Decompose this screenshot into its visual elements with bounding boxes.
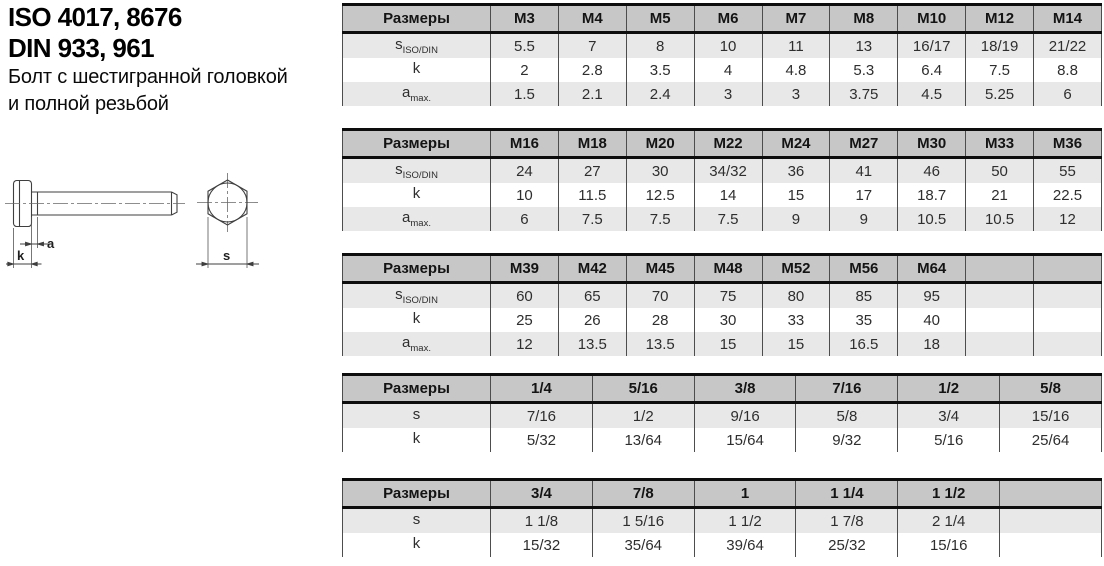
value-cell	[1000, 533, 1102, 557]
value-cell	[1000, 508, 1102, 534]
value-cell: 8	[626, 33, 694, 59]
value-cell: 10	[694, 33, 762, 59]
value-cell: 41	[830, 158, 898, 184]
dim-label-s: s	[223, 248, 231, 263]
value-cell: 17	[830, 183, 898, 207]
row-label-sub: max.	[410, 343, 431, 354]
value-cell: 7.5	[694, 207, 762, 231]
value-cell: 4.8	[762, 58, 830, 82]
value-cell: 15	[762, 332, 830, 356]
subtitle-line-2: и полной резьбой	[8, 93, 169, 115]
value-cell: 13/64	[592, 428, 694, 452]
value-cell: 25	[491, 308, 559, 332]
column-header: M24	[762, 130, 830, 158]
value-cell: 4.5	[898, 82, 966, 106]
value-cell: 1 1/8	[491, 508, 593, 534]
row-label-sub: ISO/DIN	[402, 170, 438, 181]
row-label-sub: max.	[410, 218, 431, 229]
value-cell: 10.5	[898, 207, 966, 231]
row-label-cell	[343, 82, 491, 106]
value-cell: 2 1/4	[898, 508, 1000, 534]
value-cell: 39/64	[694, 533, 796, 557]
column-header: M8	[830, 5, 898, 33]
column-header: 3/4	[491, 480, 593, 508]
value-cell: 2.8	[558, 58, 626, 82]
column-header: 1/2	[898, 375, 1000, 403]
title-block	[8, 2, 288, 118]
value-cell: 12	[491, 332, 559, 356]
column-header: M6	[694, 5, 762, 33]
value-cell: 30	[694, 308, 762, 332]
value-cell: 5.3	[830, 58, 898, 82]
value-cell: 1 1/2	[694, 508, 796, 534]
row-label-cell	[343, 207, 491, 231]
value-cell: 21	[966, 183, 1034, 207]
column-header	[966, 255, 1034, 283]
value-cell: 15/32	[491, 533, 593, 557]
table-row	[343, 428, 1102, 452]
size-header-cell: Размеры	[343, 375, 491, 403]
row-label-cell	[343, 33, 491, 59]
column-header: M64	[898, 255, 966, 283]
title-din: DIN 933, 961	[8, 33, 155, 63]
value-cell: 1 7/8	[796, 508, 898, 534]
dim-label-k: k	[17, 248, 25, 263]
value-cell: 3.5	[626, 58, 694, 82]
value-cell	[966, 308, 1034, 332]
bolt-diagram	[0, 160, 290, 294]
value-cell: 6	[1034, 82, 1102, 106]
row-label: s	[412, 406, 421, 423]
value-cell: 55	[1034, 158, 1102, 184]
size-header-cell: Размеры	[343, 255, 491, 283]
table-header-row	[343, 5, 1102, 33]
arrowhead	[247, 262, 253, 266]
row-label: a	[402, 84, 411, 101]
value-cell: 21/22	[1034, 33, 1102, 59]
column-header: M56	[830, 255, 898, 283]
arrowhead	[202, 262, 208, 266]
column-header: M22	[694, 130, 762, 158]
column-header: M5	[626, 5, 694, 33]
value-cell: 5.5	[491, 33, 559, 59]
table-row	[343, 33, 1102, 59]
value-cell: 15/16	[1000, 403, 1102, 429]
column-header: M16	[491, 130, 559, 158]
value-cell: 14	[694, 183, 762, 207]
column-header: M10	[898, 5, 966, 33]
value-cell: 16/17	[898, 33, 966, 59]
centerlines	[5, 173, 258, 232]
dimension-table-3	[342, 253, 1102, 356]
value-cell: 16.5	[830, 332, 898, 356]
tables-area	[342, 3, 1104, 566]
value-cell: 15/64	[694, 428, 796, 452]
value-cell: 80	[762, 283, 830, 309]
dimension-lines	[6, 242, 259, 266]
title-iso: ISO 4017, 8676	[8, 2, 182, 32]
value-cell	[1034, 283, 1102, 309]
value-cell: 30	[626, 158, 694, 184]
value-cell: 35	[830, 308, 898, 332]
value-cell: 9	[762, 207, 830, 231]
column-header: M45	[626, 255, 694, 283]
column-header: 1/4	[491, 375, 593, 403]
column-header: 7/16	[796, 375, 898, 403]
value-cell: 27	[558, 158, 626, 184]
dim-label-a: a	[47, 236, 55, 251]
value-cell: 36	[762, 158, 830, 184]
table-row	[343, 283, 1102, 309]
value-cell	[1034, 308, 1102, 332]
value-cell: 65	[558, 283, 626, 309]
row-label-cell	[343, 308, 491, 332]
row-label: k	[412, 60, 421, 77]
value-cell: 3.75	[830, 82, 898, 106]
row-label-cell	[343, 283, 491, 309]
column-header: M20	[626, 130, 694, 158]
table-row	[343, 403, 1102, 429]
value-cell: 4	[694, 58, 762, 82]
table-row	[343, 158, 1102, 184]
row-label-cell	[343, 508, 491, 534]
table-row	[343, 332, 1102, 356]
value-cell: 33	[762, 308, 830, 332]
row-label: s	[395, 286, 403, 303]
value-cell: 6.4	[898, 58, 966, 82]
value-cell: 5/16	[898, 428, 1000, 452]
value-cell: 12.5	[626, 183, 694, 207]
row-label: a	[402, 334, 411, 351]
value-cell: 11.5	[558, 183, 626, 207]
row-label: a	[402, 209, 411, 226]
value-cell: 7	[558, 33, 626, 59]
size-header-cell: Размеры	[343, 480, 491, 508]
subtitle-line-1: Болт с шестигранной головкой	[8, 66, 288, 88]
column-header: 5/8	[1000, 375, 1102, 403]
column-header	[1034, 255, 1102, 283]
arrowhead	[26, 242, 32, 246]
column-header: M48	[694, 255, 762, 283]
table-row	[343, 58, 1102, 82]
row-label-cell	[343, 183, 491, 207]
value-cell: 10.5	[966, 207, 1034, 231]
value-cell: 1.5	[491, 82, 559, 106]
table-row	[343, 183, 1102, 207]
value-cell: 26	[558, 308, 626, 332]
table-header-row	[343, 480, 1102, 508]
value-cell: 2.1	[558, 82, 626, 106]
table-row	[343, 82, 1102, 106]
row-label-sub: ISO/DIN	[402, 295, 438, 306]
row-label-cell	[343, 403, 491, 429]
value-cell: 5/8	[796, 403, 898, 429]
value-cell: 10	[491, 183, 559, 207]
table-row	[343, 207, 1102, 231]
value-cell: 22.5	[1034, 183, 1102, 207]
value-cell: 25/64	[1000, 428, 1102, 452]
column-header: M39	[491, 255, 559, 283]
value-cell	[1034, 332, 1102, 356]
value-cell: 7.5	[966, 58, 1034, 82]
column-header: 1 1/4	[796, 480, 898, 508]
size-header-cell: Размеры	[343, 5, 491, 33]
value-cell: 75	[694, 283, 762, 309]
value-cell: 18/19	[966, 33, 1034, 59]
dimension-table-4	[342, 373, 1102, 452]
column-header: M33	[966, 130, 1034, 158]
table-header-row	[343, 255, 1102, 283]
value-cell: 2	[491, 58, 559, 82]
row-label-sub: max.	[410, 93, 431, 104]
row-label: s	[412, 511, 421, 528]
dimension-table-2	[342, 128, 1102, 231]
row-label-cell	[343, 533, 491, 557]
value-cell: 40	[898, 308, 966, 332]
column-header: 3/8	[694, 375, 796, 403]
value-cell: 18.7	[898, 183, 966, 207]
value-cell: 46	[898, 158, 966, 184]
row-label: s	[395, 36, 403, 53]
value-cell: 13	[830, 33, 898, 59]
value-cell	[966, 283, 1034, 309]
value-cell: 34/32	[694, 158, 762, 184]
column-header: 5/16	[592, 375, 694, 403]
arrowhead	[32, 262, 38, 266]
value-cell: 24	[491, 158, 559, 184]
row-label-cell	[343, 158, 491, 184]
value-cell: 50	[966, 158, 1034, 184]
column-header	[1000, 480, 1102, 508]
column-header: 7/8	[592, 480, 694, 508]
value-cell: 7.5	[626, 207, 694, 231]
value-cell: 5/32	[491, 428, 593, 452]
column-header: M12	[966, 5, 1034, 33]
column-header: M42	[558, 255, 626, 283]
table-row	[343, 508, 1102, 534]
table-header-row	[343, 375, 1102, 403]
value-cell: 6	[491, 207, 559, 231]
dimension-table-1	[342, 3, 1102, 106]
column-header: M30	[898, 130, 966, 158]
arrowhead	[8, 262, 14, 266]
column-header: M4	[558, 5, 626, 33]
value-cell: 70	[626, 283, 694, 309]
column-header: M7	[762, 5, 830, 33]
column-header: M27	[830, 130, 898, 158]
value-cell: 9/16	[694, 403, 796, 429]
value-cell	[966, 332, 1034, 356]
value-cell: 15	[762, 183, 830, 207]
value-cell: 35/64	[592, 533, 694, 557]
column-header: M14	[1034, 5, 1102, 33]
value-cell: 13.5	[558, 332, 626, 356]
table-row	[343, 308, 1102, 332]
value-cell: 3	[694, 82, 762, 106]
row-label: k	[412, 310, 421, 327]
row-label-cell	[343, 58, 491, 82]
value-cell: 9/32	[796, 428, 898, 452]
column-header: 1	[694, 480, 796, 508]
column-header: M36	[1034, 130, 1102, 158]
table-header-row	[343, 130, 1102, 158]
value-cell: 2.4	[626, 82, 694, 106]
value-cell: 28	[626, 308, 694, 332]
row-label-sub: ISO/DIN	[402, 45, 438, 56]
row-label-cell	[343, 332, 491, 356]
value-cell: 7/16	[491, 403, 593, 429]
row-label: k	[412, 185, 421, 202]
row-label-cell	[343, 428, 491, 452]
value-cell: 11	[762, 33, 830, 59]
value-cell: 9	[830, 207, 898, 231]
dimension-table-5	[342, 478, 1102, 557]
value-cell: 3	[762, 82, 830, 106]
column-header: M3	[491, 5, 559, 33]
table-row	[343, 533, 1102, 557]
value-cell: 85	[830, 283, 898, 309]
value-cell: 15	[694, 332, 762, 356]
value-cell: 7.5	[558, 207, 626, 231]
row-label: k	[412, 535, 421, 552]
value-cell: 8.8	[1034, 58, 1102, 82]
column-header: 1 1/2	[898, 480, 1000, 508]
size-header-cell: Размеры	[343, 130, 491, 158]
value-cell: 13.5	[626, 332, 694, 356]
value-cell: 1/2	[592, 403, 694, 429]
value-cell: 95	[898, 283, 966, 309]
value-cell: 5.25	[966, 82, 1034, 106]
row-label: s	[395, 161, 403, 178]
column-header: M52	[762, 255, 830, 283]
value-cell: 15/16	[898, 533, 1000, 557]
value-cell: 60	[491, 283, 559, 309]
value-cell: 12	[1034, 207, 1102, 231]
value-cell: 3/4	[898, 403, 1000, 429]
row-label: k	[412, 430, 421, 447]
column-header: M18	[558, 130, 626, 158]
value-cell: 18	[898, 332, 966, 356]
arrowhead	[38, 242, 44, 246]
value-cell: 1 5/16	[592, 508, 694, 534]
value-cell: 25/32	[796, 533, 898, 557]
